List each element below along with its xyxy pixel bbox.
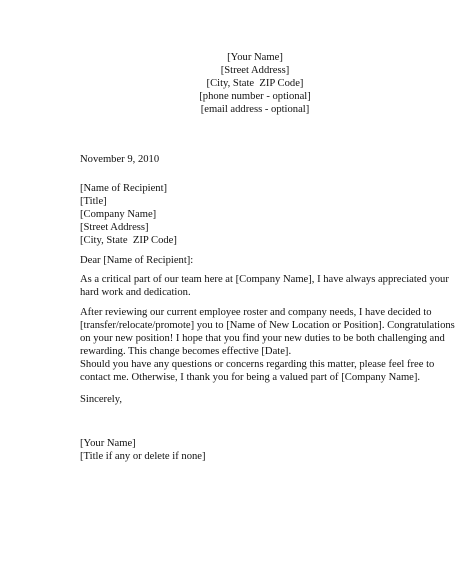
- sender-name: [Your Name]: [227, 52, 283, 63]
- recipient-city-state-zip: [City, State ZIP Code]: [80, 235, 177, 246]
- salutation: Dear [Name of Recipient]:: [80, 255, 194, 266]
- recipient-company: [Company Name]: [80, 209, 157, 220]
- paragraph-line: rewarding. This change becomes effective [Date].: [80, 346, 292, 357]
- paragraph-line: hard work and dedication.: [80, 287, 191, 298]
- paragraph-line: [transfer/relocate/promote] you to [Name of New Location or Position]. Congratulations: [80, 320, 455, 331]
- paragraph-line: Should you have any questions or concerns regarding this matter, please feel free to: [80, 359, 435, 370]
- closing: Sincerely,: [80, 394, 122, 405]
- letter-date: November 9, 2010: [80, 154, 160, 165]
- paragraph-line: After reviewing our current employee roster and company needs, I have decided to: [80, 307, 432, 318]
- sender-city-state-zip: [City, State ZIP Code]: [206, 78, 304, 89]
- sender-email: [email address - optional]: [200, 104, 310, 115]
- paragraph-line: As a critical part of our team here at [Company Name], I have always appreciated your: [80, 274, 449, 285]
- recipient-name: [Name of Recipient]: [80, 183, 168, 194]
- recipient-title: [Title]: [80, 196, 107, 207]
- sender-phone: [phone number - optional]: [199, 91, 311, 102]
- paragraph-line: contact me. Otherwise, I thank you for being a valued part of [Company Name].: [80, 372, 421, 383]
- recipient-street-address: [Street Address]: [80, 222, 149, 233]
- signature-title: [Title if any or delete if none]: [80, 451, 206, 462]
- signature-name: [Your Name]: [80, 438, 136, 449]
- sender-street-address: [Street Address]: [220, 65, 290, 76]
- paragraph-line: on your new position! I hope that you find your new duties to be both challenging and: [80, 333, 445, 344]
